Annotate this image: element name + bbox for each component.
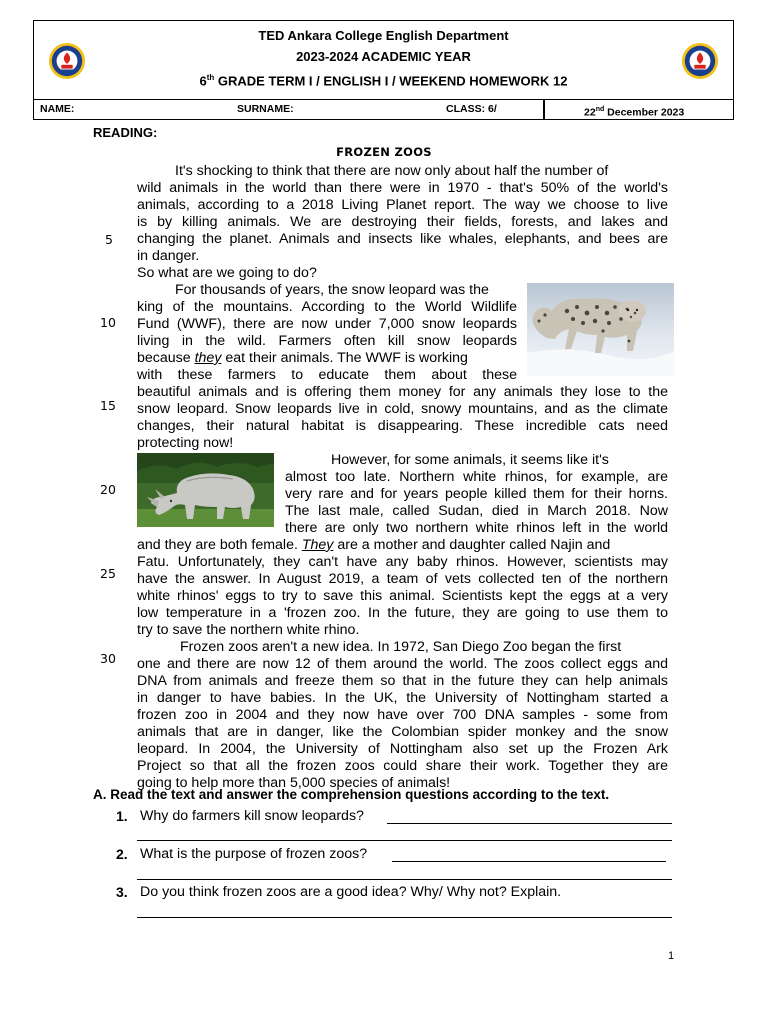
question-text: Do you think frozen zoos are a good idea? Why/ Why not? Explain. [140, 884, 562, 900]
text-line: try to save the northern white rhino. [137, 622, 360, 638]
text-line: changes, their natural habitat is disappearing. These incredible cats need [137, 418, 668, 434]
text-line: there are only two northern white rhinos left in the world [285, 520, 668, 536]
text-line: The last male, called Sudan, died in March 2018. Now [285, 503, 668, 519]
text-line: very rare and for years people killed them for their horns. [285, 486, 668, 502]
document-header [33, 20, 734, 100]
underlined-pronoun: They [301, 537, 334, 553]
text-line: animals, according to a 2018 Living Planet report. The way we choose to live [137, 197, 668, 213]
line-number: 15 [100, 398, 116, 413]
text-line: low temperature in a 'frozen zoo. In the future, they are going to use them to [137, 605, 668, 621]
snow-leopard-photo [527, 283, 674, 376]
text-line: king of the mountains. According to the World Wildlife [137, 299, 517, 315]
text-line: Frozen zoos aren't a new idea. In 1972, San Diego Zoo began the first [180, 639, 622, 655]
text-line: DNA from animals and freeze them so that in the future they can help animals [137, 673, 668, 689]
text-line: is by killing animals. We are destroying their fields, forests, and lakes and [137, 214, 668, 230]
answer-line[interactable] [387, 823, 672, 824]
date-field: 22nd December 2023 [584, 106, 685, 119]
questions-heading: A. Read the text and answer the comprehension questions according to the text. [93, 787, 610, 802]
line-number: 25 [100, 566, 116, 581]
underlined-pronoun: they [194, 350, 222, 366]
page-number: 1 [668, 950, 675, 962]
article-title: FROZEN ZOOS [336, 145, 432, 159]
surname-field[interactable]: SURNAME: [237, 103, 294, 115]
text-line: Project so that all the frozen zoos could share their work. Together they are [137, 758, 668, 774]
answer-line[interactable] [137, 917, 672, 918]
text-line: However, for some animals, it seems like it's [331, 452, 609, 468]
class-field[interactable]: CLASS: 6/ [446, 103, 497, 115]
line-number: 30 [100, 651, 116, 666]
text-line: beautiful animals and is offering them money for any animals they lose to the [137, 384, 668, 400]
answer-line[interactable] [137, 840, 672, 841]
question-number: 2. [116, 846, 128, 862]
text-line: For thousands of years, the snow leopard was the [175, 282, 489, 298]
text-line: because they eat their animals. The WWF is working [137, 350, 468, 366]
line-number: 10 [100, 315, 116, 330]
answer-line[interactable] [392, 861, 666, 862]
info-divider [543, 100, 545, 119]
header-homework-title: 6th GRADE TERM I / ENGLISH I / WEEKEND HOMEWORK 12 [199, 73, 568, 89]
text-line: almost too late. Northern white rhinos, for example, are [285, 469, 668, 485]
text-line: It's shocking to think that there are now only about half the number of [175, 163, 609, 179]
text-line: protecting now! [137, 435, 234, 451]
text-line: white rhinos' eggs to try to save this animal. Scientists kept the eggs at a very [137, 588, 668, 604]
question-text: What is the purpose of frozen zoos? [140, 846, 368, 862]
question-text: Why do farmers kill snow leopards? [140, 808, 364, 824]
answer-line[interactable] [137, 879, 672, 880]
student-info-bar [33, 100, 734, 120]
header-department: TED Ankara College English Department [258, 28, 509, 43]
name-field[interactable]: NAME: [40, 103, 75, 115]
text-line: in danger to have babies. In the UK, the University of Nottingham started a [137, 690, 668, 706]
white-rhino-photo [137, 453, 274, 527]
text-line: have the answer. In August 2019, a team of vets collected ten of the northern [137, 571, 668, 587]
question-number: 1. [116, 808, 128, 824]
text-line: and they are both female. They are a mother and daughter called Najin and [137, 537, 611, 553]
text-line: snow leopard. Snow leopards live in cold, snowy mountains, and as the climate [137, 401, 668, 417]
text-line: changing the planet. Animals and insects like whales, elephants, and bees are [137, 231, 668, 247]
line-number: 5 [105, 232, 113, 247]
text-line: frozen zoo in 2004 and they now have over 700 DNA samples - some from [137, 707, 668, 723]
college-logo-icon [681, 42, 719, 80]
header-title-block [34, 25, 733, 91]
text-line: Fatu. Unfortunately, they can't have any baby rhinos. However, scientists may [137, 554, 668, 570]
text-line: with these farmers to educate them about these [137, 367, 517, 383]
text-line: So what are we going to do? [137, 265, 317, 281]
header-academic-year: 2023-2024 ACADEMIC YEAR [296, 49, 471, 64]
text-line: wild animals in the world than there were in 1970 - that's 50% of the world's [137, 180, 668, 196]
text-line: in danger. [137, 248, 200, 264]
text-line: animals that are in danger, like the Colombian spider monkey and the snow [137, 724, 668, 740]
text-line: living in the wild. Farmers often kill snow leopards [137, 333, 517, 349]
section-label-reading: READING: [93, 125, 158, 140]
question-number: 3. [116, 884, 128, 900]
text-line: leopard. In 2004, the University of Nottingham also set up the Frozen Ark [137, 741, 668, 757]
text-line: going to help more than 5,000 species of animals! [137, 775, 451, 791]
text-line: Fund (WWF), there are now under 7,000 snow leopards [137, 316, 517, 332]
line-number: 20 [100, 482, 116, 497]
text-line: one and there are now 12 of them around the world. The zoos collect eggs and [137, 656, 668, 672]
